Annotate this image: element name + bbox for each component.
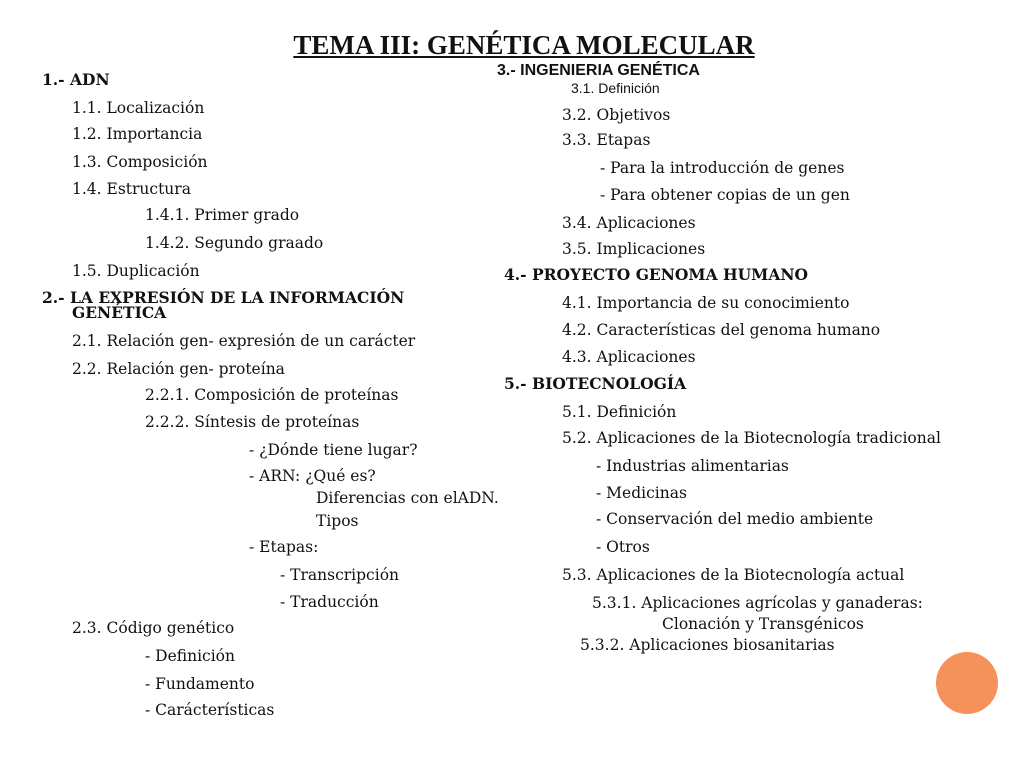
item-aplicaciones-genoma: 4.3. Aplicaciones: [562, 348, 696, 366]
item-clonacion: Clonación y Transgénicos: [662, 615, 864, 633]
item-etapas: - Etapas:: [249, 538, 319, 556]
item-relacion-caracter: 2.1. Relación gen- expresión de un carácter: [72, 332, 416, 350]
item-sintesis-proteinas: 2.2.2. Síntesis de proteínas: [145, 413, 360, 431]
item-importancia-conocimiento: 4.1. Importancia de su conocimiento: [562, 294, 850, 312]
item-tipos: Tipos: [316, 512, 359, 530]
item-definicion-ig: 3.1. Definición: [571, 80, 660, 96]
item-implicaciones: 3.5. Implicaciones: [562, 240, 706, 258]
item-caracteristicas-genoma: 4.2. Características del genoma humano: [562, 321, 881, 339]
item-copias-gen: - Para obtener copias de un gen: [600, 186, 850, 204]
item-duplicacion: 1.5. Duplicación: [72, 262, 200, 280]
heading-expresion-cont: GENÉTICA: [72, 303, 167, 322]
item-transcripcion: - Transcripción: [280, 566, 400, 584]
item-traduccion: - Traducción: [280, 593, 379, 611]
item-biotecnologia-actual: 5.3. Aplicaciones de la Biotecnología actual: [562, 566, 905, 584]
item-biosanitarias: 5.3.2. Aplicaciones biosanitarias: [580, 636, 835, 654]
item-introduccion-genes: - Para la introducción de genes: [600, 159, 845, 177]
item-conservacion: - Conservación del medio ambiente: [596, 510, 874, 528]
item-etapas-ig: 3.3. Etapas: [562, 131, 651, 149]
item-biotecnologia-tradicional: 5.2. Aplicaciones de la Biotecnología tradicional: [562, 429, 941, 447]
slide-marker-circle: [936, 652, 998, 714]
heading-biotecnologia: 5.- BIOTECNOLOGÍA: [504, 374, 687, 393]
item-donde: - ¿Dónde tiene lugar?: [249, 441, 418, 459]
item-importancia: 1.2. Importancia: [72, 125, 203, 143]
item-medicinas: - Medicinas: [596, 484, 687, 502]
item-caracteristicas: - Carácterísticas: [145, 701, 275, 719]
item-relacion-proteina: 2.2. Relación gen- proteína: [72, 360, 285, 378]
heading-adn: 1.- ADN: [42, 70, 110, 89]
heading-ingenieria: 3.- INGENIERIA GENÉTICA: [497, 62, 700, 79]
item-arn: - ARN: ¿Qué es?: [249, 467, 376, 485]
item-segundo-grado: 1.4.2. Segundo graado: [145, 234, 324, 252]
page-title: TEMA III: GENÉTICA MOLECULAR: [293, 30, 755, 60]
item-agricolas-ganaderas: 5.3.1. Aplicaciones agrícolas y ganaderas:: [592, 594, 923, 612]
item-definicion: - Definición: [145, 647, 235, 665]
item-diferencias: Diferencias con elADN.: [316, 489, 499, 507]
item-composicion: 1.3. Composición: [72, 153, 208, 171]
item-codigo-genetico: 2.3. Código genético: [72, 619, 235, 637]
item-industrias: - Industrias alimentarias: [596, 457, 789, 475]
item-objetivos: 3.2. Objetivos: [562, 106, 671, 124]
heading-genoma: 4.- PROYECTO GENOMA HUMANO: [504, 265, 809, 284]
item-composicion-proteinas: 2.2.1. Composición de proteínas: [145, 386, 399, 404]
item-definicion-bio: 5.1. Definición: [562, 403, 677, 421]
item-aplicaciones-ig: 3.4. Aplicaciones: [562, 214, 696, 232]
item-localizacion: 1.1. Localización: [72, 99, 205, 117]
item-fundamento: - Fundamento: [145, 675, 255, 693]
heading-expresion: 2.- LA EXPRESIÓN DE LA INFORMACIÓN: [42, 288, 405, 307]
item-estructura: 1.4. Estructura: [72, 180, 191, 198]
item-otros: - Otros: [596, 538, 650, 556]
item-primer-grado: 1.4.1. Primer grado: [145, 206, 300, 224]
